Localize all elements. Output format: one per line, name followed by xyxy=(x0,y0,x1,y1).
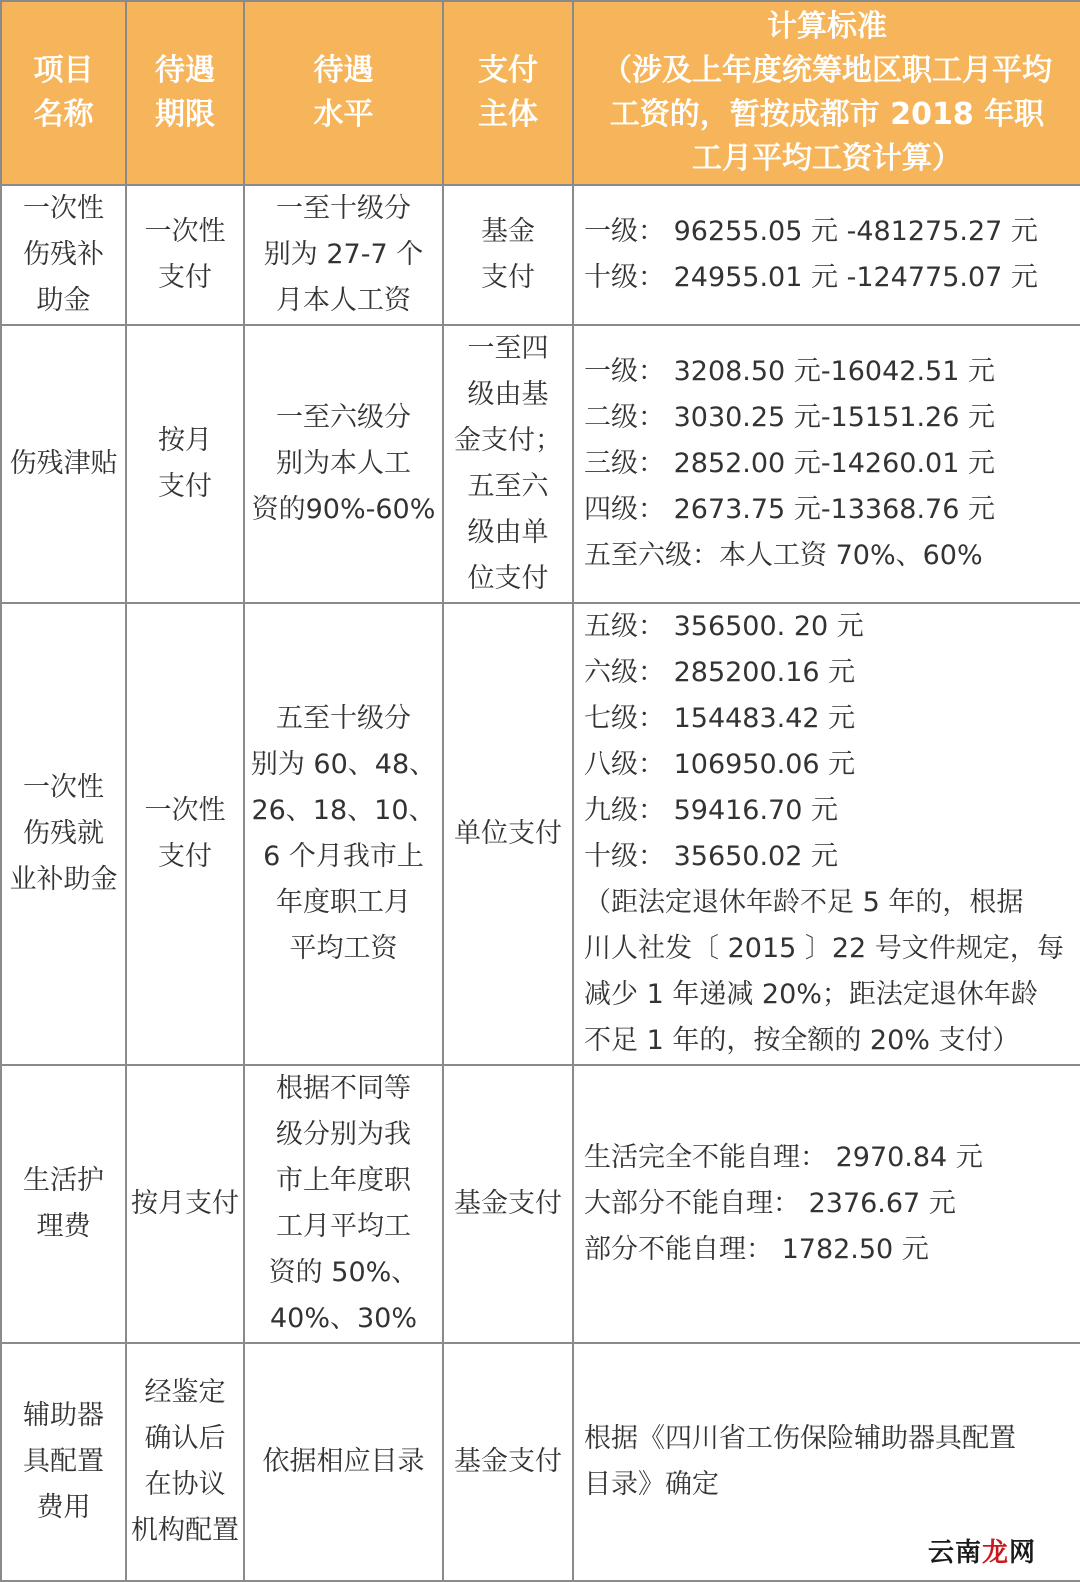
cell-payer: 基金 支付 xyxy=(443,185,573,325)
cell-period: 一次性 支付 xyxy=(126,603,244,1065)
cell-period: 经鉴定 确认后 在协议 机构配置 xyxy=(126,1343,244,1581)
cell-period: 按月支付 xyxy=(126,1065,244,1343)
cell-level: 根据不同等 级分别为我 市上年度职 工月平均工 资的 50%、 40%、30% xyxy=(244,1065,443,1343)
cell-standard: 一级： 96255.05 元 -481275.27 元 十级： 24955.01 元 -124775.07 元 xyxy=(573,185,1080,325)
cell-item-name: 辅助器 具配置 费用 xyxy=(1,1343,126,1581)
cell-period: 一次性 支付 xyxy=(126,185,244,325)
cell-payer: 基金支付 xyxy=(443,1065,573,1343)
cell-item-name: 一次性 伤残就 业补助金 xyxy=(1,603,126,1065)
header-level: 待遇 水平 xyxy=(244,1,443,185)
cell-item-name: 生活护 理费 xyxy=(1,1065,126,1343)
header-period: 待遇 期限 xyxy=(126,1,244,185)
cell-level: 一至六级分 别为本人工 资的90%-60% xyxy=(244,325,443,603)
table-row xyxy=(1,1343,1080,1581)
cell-standard: 根据《四川省工伤保险辅助器具配置 目录》确定 xyxy=(573,1343,1080,1581)
cell-payer: 一至四 级由基 金支付； 五至六 级由单 位支付 xyxy=(443,325,573,603)
cell-payer: 基金支付 xyxy=(443,1343,573,1581)
header-standard: 计算标准 （涉及上年度统筹地区职工月平均 工资的，暂按成都市 2018 年职 工月平均工资计算） xyxy=(573,1,1080,185)
table-row xyxy=(1,185,1080,325)
table-row xyxy=(1,325,1080,603)
cell-item-name: 伤残津贴 xyxy=(1,325,126,603)
cell-standard: 生活完全不能自理： 2970.84 元 大部分不能自理： 2376.67 元 部分不能自理： 1782.50 元 xyxy=(573,1065,1080,1343)
table-row xyxy=(1,1065,1080,1343)
cell-item-name: 一次性 伤残补 助金 xyxy=(1,185,126,325)
cell-level: 五至十级分 别为 60、48、 26、18、10、 6 个月我市上 年度职工月 平均工资 xyxy=(244,603,443,1065)
cell-payer: 单位支付 xyxy=(443,603,573,1065)
header-row xyxy=(1,1,1080,185)
cell-level: 一至十级分 别为 27-7 个 月本人工资 xyxy=(244,185,443,325)
header-payer: 支付 主体 xyxy=(443,1,573,185)
header-item-name: 项目 名称 xyxy=(1,1,126,185)
cell-standard: 五级： 356500. 20 元 六级： 285200.16 元 七级： 154483.42 元 八级： 106950.06 元 九级： 59416.70 元 十级： 35650.02 元 （距法定退休年龄不足 5 年的，根据 川人社发〔 2015 〕22 号文件规定，每 减少 1 年递减 20%；距法定退休年龄 不足 1 年的，按全额的 20% 支付） xyxy=(573,603,1080,1065)
cell-level: 依据相应目录 xyxy=(244,1343,443,1581)
site-watermark-logo: 云南龙网 xyxy=(927,1538,1036,1568)
cell-period: 按月 支付 xyxy=(126,325,244,603)
cell-standard: 一级： 3208.50 元-16042.51 元 二级： 3030.25 元-15151.26 元 三级： 2852.00 元-14260.01 元 四级： 2673.75 元-13368.76 元 五至六级：本人工资 70%、60% xyxy=(573,325,1080,603)
table-row xyxy=(1,603,1080,1065)
